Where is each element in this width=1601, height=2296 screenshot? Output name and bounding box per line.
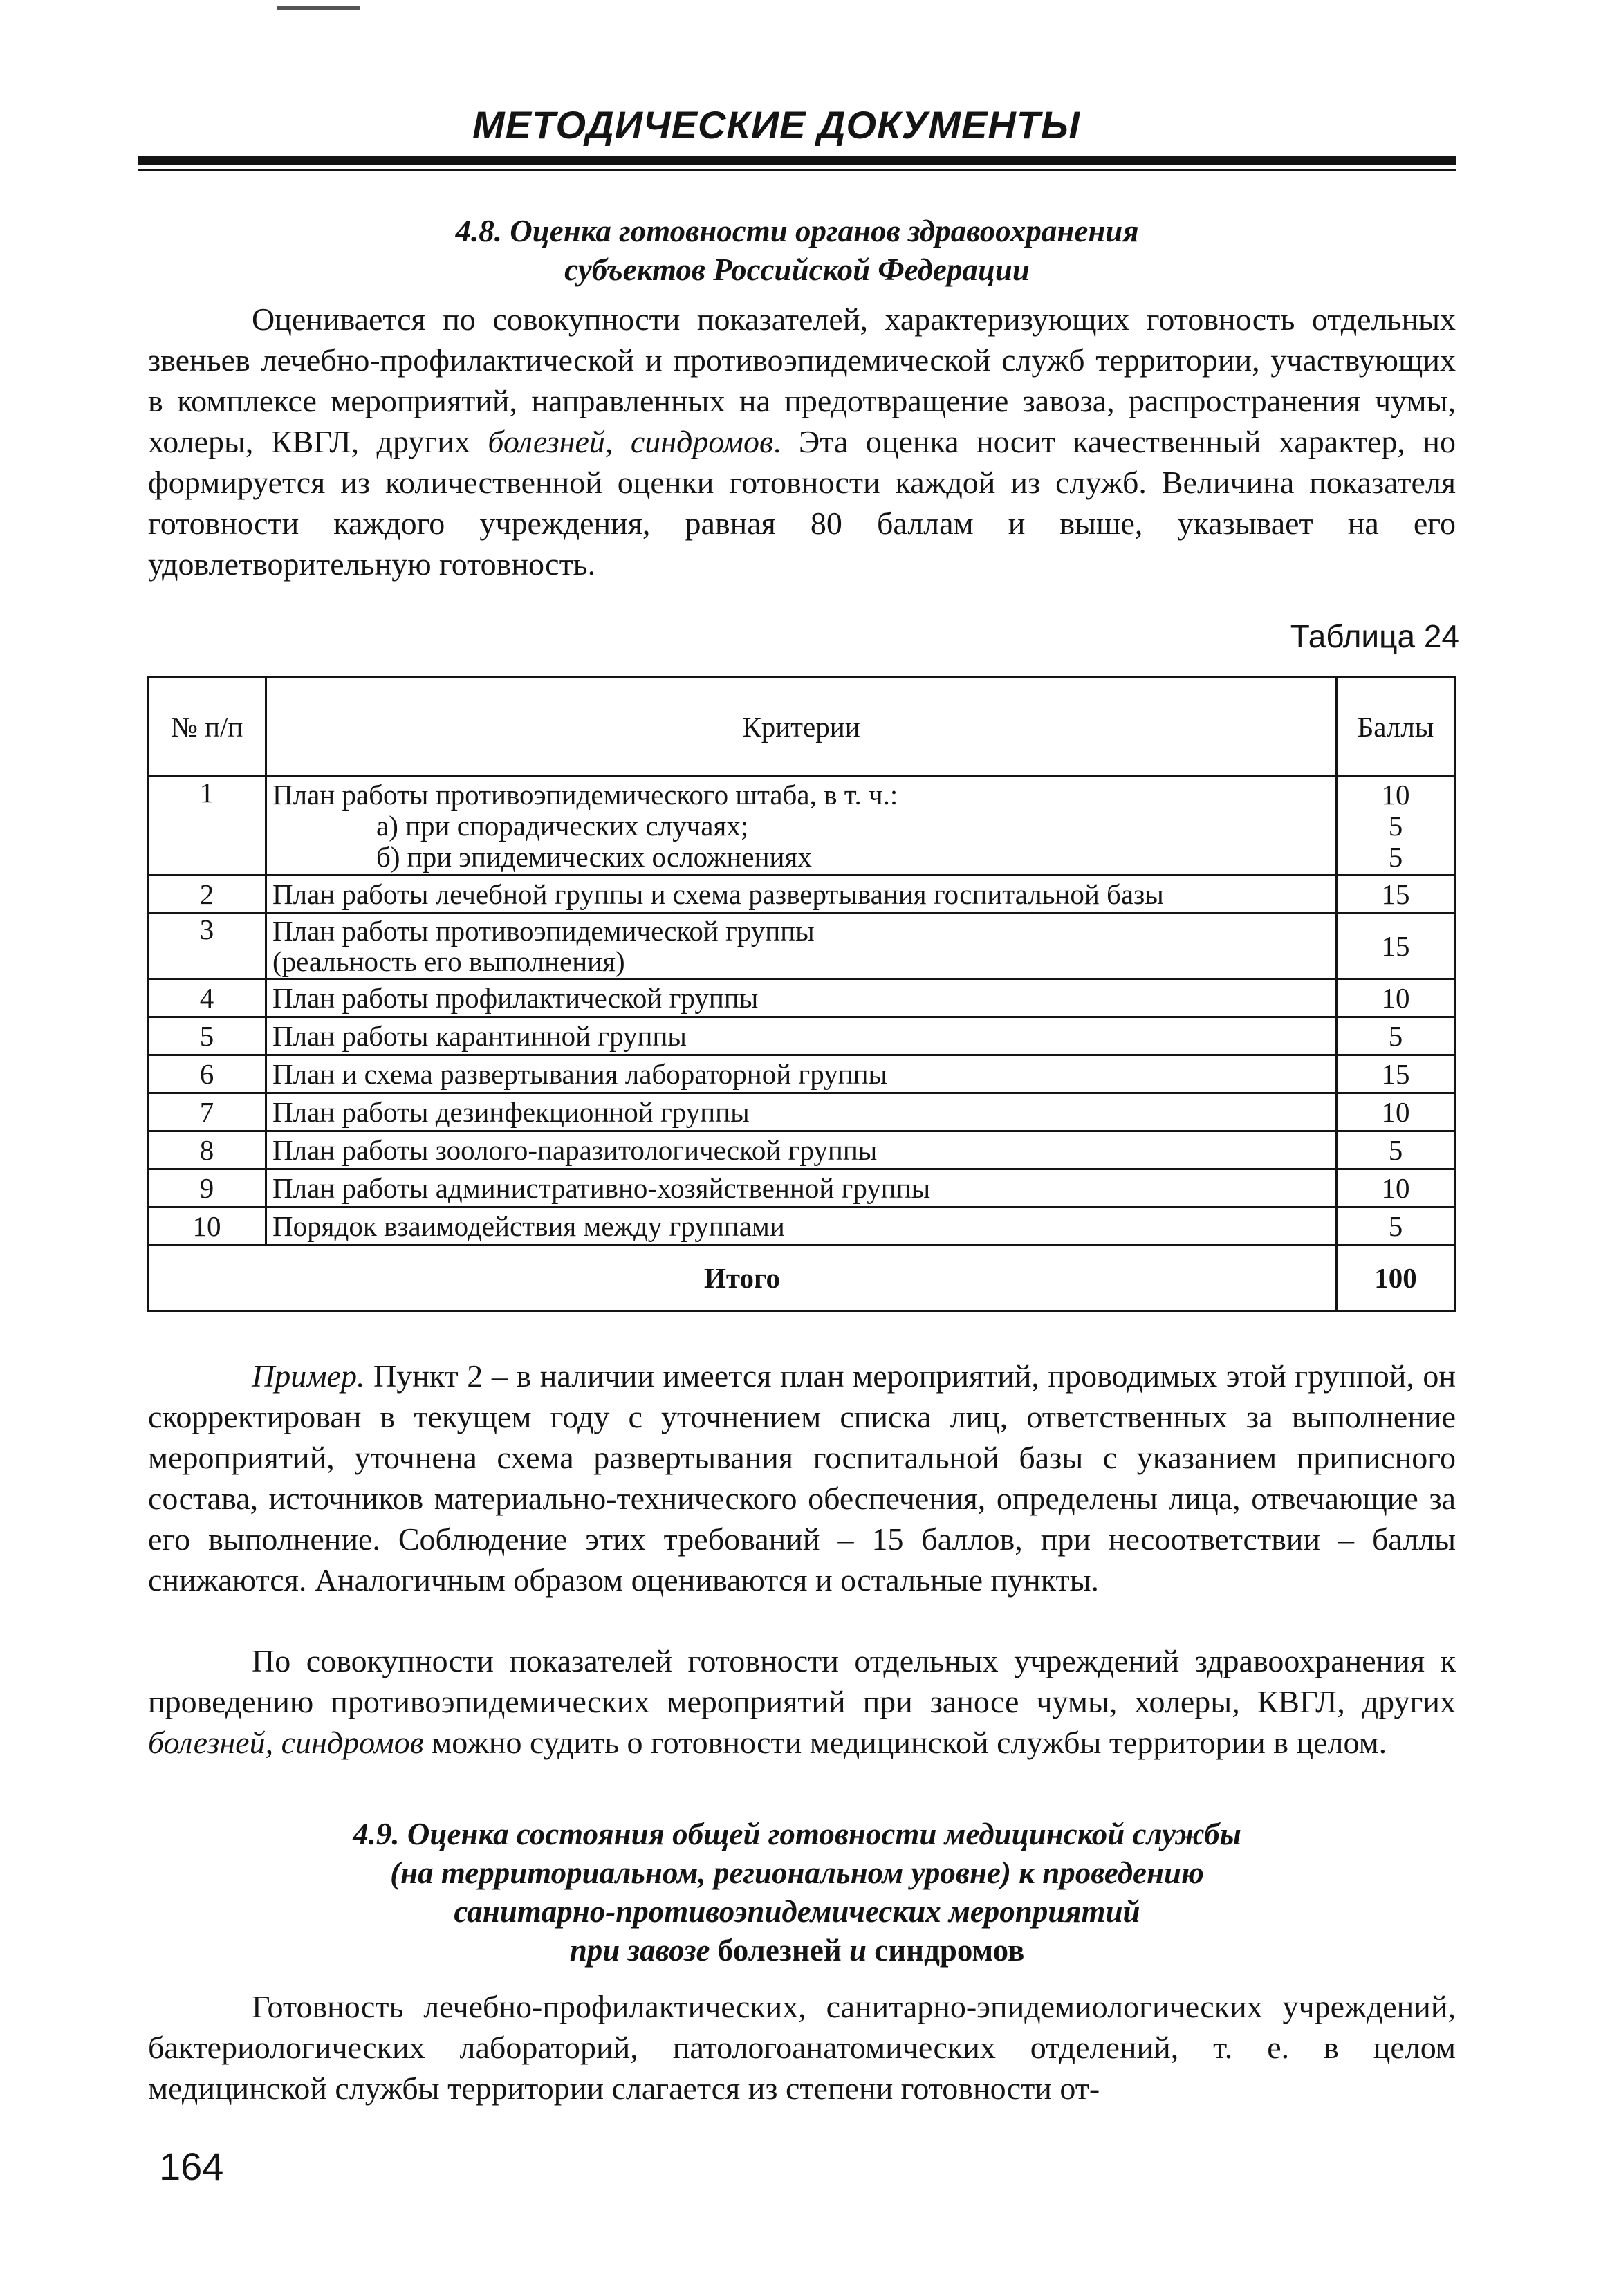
row-points: 5 (1337, 1017, 1455, 1055)
row-points: 10 (1337, 1093, 1455, 1131)
section-4-9-heading-line1: 4.9. Оценка состояния общей готовности медицинской службы (353, 1817, 1241, 1851)
section-4-9-heading-line4 (138, 1931, 1456, 1970)
scan-mark (277, 6, 360, 10)
heading-upright: синдромов (867, 1933, 1025, 1968)
row-points: 15 (1337, 1055, 1455, 1093)
table-row (148, 1207, 1455, 1246)
summary-text: По совокупности показателей готовности отдельных учреждений здравоохранения к проведению противоэпидемических мероприятий при заносе чумы, холеры, КВГЛ, других (148, 1643, 1456, 1719)
criteria-table (147, 676, 1456, 1312)
heading-italic: и (849, 1933, 867, 1968)
criteria-line2: (реальность его выполнения) (272, 945, 625, 977)
row-points (1337, 777, 1455, 876)
row-criteria: План работы карантинной группы (266, 1017, 1337, 1055)
section-4-8-heading-line2: субъектов Российской Федерации (564, 252, 1030, 287)
summary-paragraph (148, 1640, 1456, 1763)
table-row (148, 1017, 1455, 1055)
row-criteria: Порядок взаимодействия между группами (266, 1207, 1337, 1246)
running-header (138, 101, 1456, 149)
paragraph-italic: болезней, синдромов (488, 424, 773, 459)
running-header-title: МЕТОДИЧЕСКИЕ ДОКУМЕНТЫ (472, 103, 1081, 147)
example-label: Пример. (252, 1358, 365, 1394)
summary-text: можно судить о готовности медицинской службы территории в целом. (423, 1725, 1387, 1760)
section-4-8-paragraph (148, 299, 1456, 584)
heading-italic: при завозе (569, 1933, 710, 1968)
total-points: 100 (1337, 1246, 1455, 1311)
row-criteria (266, 914, 1337, 979)
row-num: 10 (148, 1207, 266, 1246)
section-4-9-heading-line3: санитарно-противоэпидемических мероприятий (454, 1894, 1140, 1929)
paragraph-text: . Эта оценка носит качественный характер, но формируется из количественной оценки готовности каждой из служб. Величина показателя готовности каждого учреждения, равная 80 баллам и выше, указывает на его удовлетворительную готовность. (148, 424, 1456, 582)
row-criteria: План работы административно-хозяйственной группы (266, 1169, 1337, 1207)
table-total-row (148, 1246, 1455, 1311)
criteria-main: План работы противоэпидемического штаба, в т. ч.: (272, 778, 898, 811)
section-4-8-heading (138, 212, 1456, 289)
row-points: 15 (1337, 876, 1455, 914)
row-criteria: План и схема развертывания лабораторной группы (266, 1055, 1337, 1093)
section-4-9-heading-line2: (на территориальном, региональном уровне) к проведению (390, 1855, 1204, 1890)
example-paragraph (148, 1355, 1456, 1600)
table-caption: Таблица 24 (1290, 618, 1459, 654)
table-row (148, 1169, 1455, 1207)
row-points: 5 (1337, 1131, 1455, 1169)
paragraph-text: Оценивается по совокупности показателей, характеризующих готовность отдельных звеньев лечебно-профилактической и противоэпидемической служб территории, участвующих в комплексе мероприятий, направленных на предотвращение завоза, распространения чумы, холеры, КВГЛ, других (148, 302, 1456, 459)
header-criteria: Критерии (266, 678, 1337, 777)
section-4-8-heading-line1: 4.8. Оценка готовности органов здравоохранения (455, 214, 1139, 248)
table-row (148, 876, 1455, 914)
section-4-9-heading (138, 1815, 1456, 1970)
row-num: 1 (148, 777, 266, 876)
table-row (148, 1055, 1455, 1093)
row-num: 2 (148, 876, 266, 914)
table-row (148, 1131, 1455, 1169)
criteria-sub-b: б) при эпидемических осложнениях (376, 840, 812, 873)
header-num: № п/п (148, 678, 266, 777)
header-rule-thin (138, 169, 1456, 171)
row-num: 5 (148, 1017, 266, 1055)
row-criteria: План работы лечебной группы и схема развертывания госпитальной базы (266, 876, 1337, 914)
header-rule-thick (138, 156, 1456, 165)
row-criteria: План работы зоолого-паразитологической группы (266, 1131, 1337, 1169)
row-criteria: План работы дезинфекционной группы (266, 1093, 1337, 1131)
table-row (148, 777, 1455, 876)
row-criteria (266, 777, 1337, 876)
row-num: 9 (148, 1169, 266, 1207)
total-label: Итого (148, 1246, 1337, 1311)
row-num: 4 (148, 979, 266, 1017)
example-text: Пункт 2 – в наличии имеется план мероприятий, проводимых этой группой, он скорректирован в текущем году с уточнением списка лиц, ответственных за выполнение мероприятий, уточнена схема развертывания госпитальной базы с указанием приписного состава, источников материально-технического обеспечения, определены лица, отвечающие за его выполнение. Соблюдение этих требований – 15 баллов, при несоответствии – баллы снижаются. Аналогичным образом оцениваются и остальные пункты. (148, 1358, 1456, 1598)
criteria-sub-a: а) при спорадических случаях; (376, 809, 749, 842)
row-points: 10 (1337, 979, 1455, 1017)
row-points: 15 (1337, 914, 1455, 979)
points-main: 10 (1381, 778, 1410, 811)
row-num: 3 (148, 914, 266, 979)
page-number: 164 (159, 2145, 224, 2188)
row-num: 8 (148, 1131, 266, 1169)
summary-italic: болезней, синдромов (148, 1725, 424, 1760)
criteria-line1: План работы противоэпидемической группы (272, 915, 815, 947)
row-criteria: План работы профилактической группы (266, 979, 1337, 1017)
points-sub-b: 5 (1388, 840, 1403, 873)
table-header-row (148, 678, 1455, 777)
table-row (148, 1093, 1455, 1131)
heading-upright: болезней (710, 1933, 849, 1968)
section-4-9-paragraph: Готовность лечебно-профилактических, санитарно-эпидемиологических учреждений, бактериологических лабораторий, патологоанатомических отделений, т. е. в целом медицинской службы территории слагается из степени готовности от- (148, 1989, 1456, 2106)
row-points: 10 (1337, 1169, 1455, 1207)
table-row (148, 979, 1455, 1017)
row-num: 7 (148, 1093, 266, 1131)
table-row (148, 914, 1455, 979)
header-points: Баллы (1337, 678, 1455, 777)
row-num: 6 (148, 1055, 266, 1093)
points-sub-a: 5 (1388, 809, 1403, 842)
row-points: 5 (1337, 1207, 1455, 1246)
